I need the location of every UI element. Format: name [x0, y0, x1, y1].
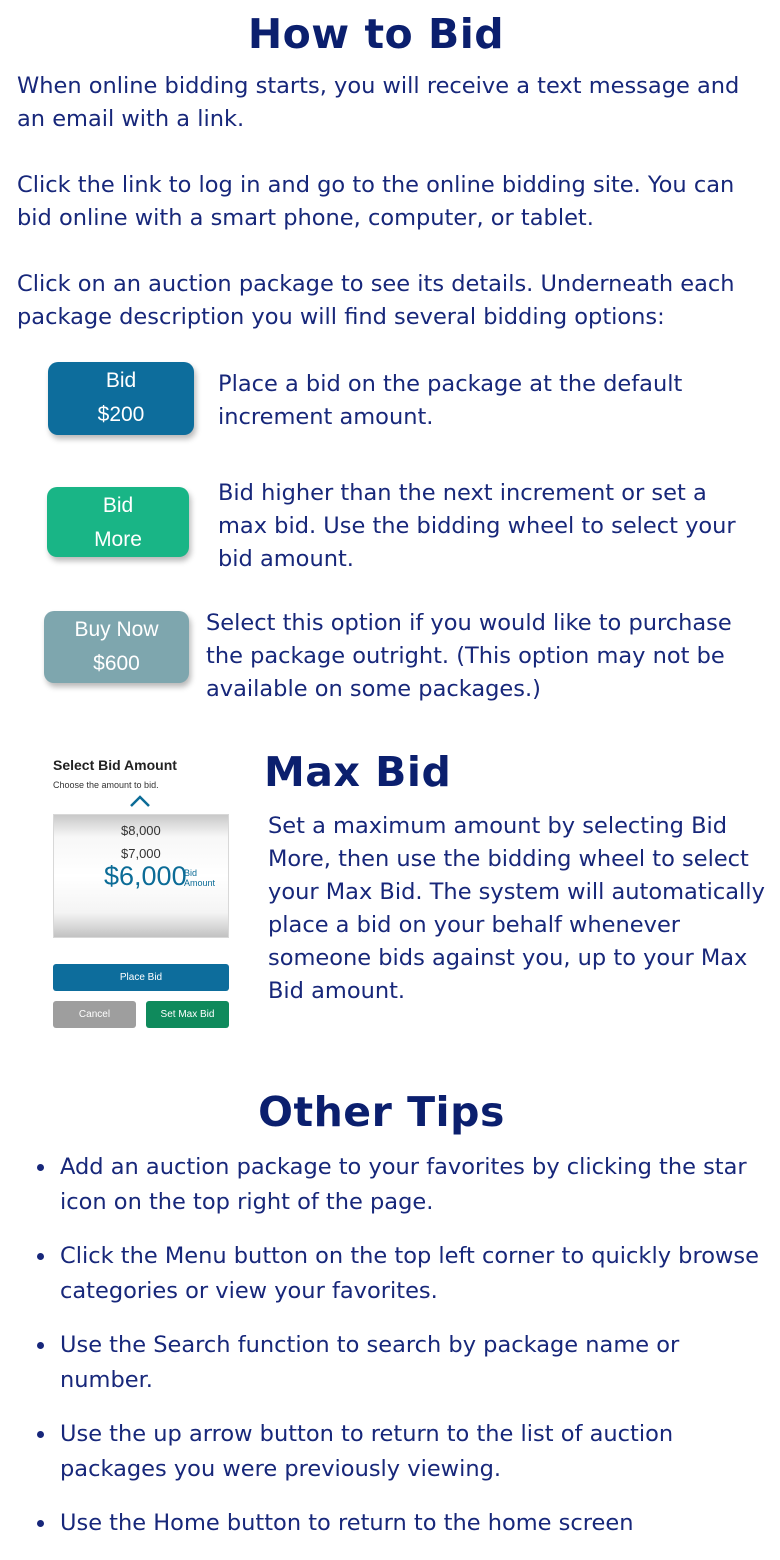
bid-more-description: Bid higher than the next increment or set a max bid. Use the bidding wheel to select your bid amount.	[218, 480, 736, 572]
bid-button-label: Bid	[105, 369, 137, 392]
buy-now-button-amount: $600	[93, 652, 140, 675]
bullet-icon	[37, 1431, 44, 1438]
intro-paragraph-2: Click the link to log in and go to the online bidding site. You can bid online with a smart phone, computer, or tablet.	[17, 172, 735, 231]
cancel-button: Cancel	[53, 1001, 136, 1028]
bid-button-example	[48, 362, 194, 435]
other-tips-heading: Other Tips	[258, 1088, 505, 1136]
list-item	[60, 1239, 760, 1309]
chevron-up-icon	[129, 794, 151, 808]
phone-bid-wheel-screenshot	[43, 745, 237, 1035]
max-bid-text: Set a maximum amount by selecting Bid More, then use the bidding wheel to select your Max Bid. The system will automatically place a bid on your behalf whenever someone bids against you, up to your Max Bid amount.	[268, 813, 765, 1004]
tip-text: Use the Home button to return to the home screen	[60, 1510, 634, 1536]
bullet-icon	[37, 1164, 44, 1171]
select-bid-amount-title: Select Bid Amount	[53, 757, 177, 773]
intro-paragraph-1: When online bidding starts, you will receive a text message and an email with a link.	[17, 73, 740, 132]
bullet-icon	[37, 1342, 44, 1349]
wheel-label-line-1: Bid	[184, 868, 198, 878]
bid-wheel	[53, 814, 229, 938]
list-item	[60, 1150, 760, 1220]
bid-more-button-label-2: More	[94, 528, 142, 551]
wheel-value-2: $7,000	[121, 846, 161, 861]
wheel-label-line-2: Amount	[184, 878, 216, 888]
tip-text: Use the Search function to search by package name or number.	[60, 1332, 680, 1393]
max-bid-heading: Max Bid	[264, 748, 452, 796]
tip-text: Add an auction package to your favorites by clicking the star icon on the top right of the page.	[60, 1154, 747, 1215]
place-bid-button: Place Bid	[53, 964, 229, 991]
page-title: How to Bid	[247, 10, 505, 58]
tips-list	[60, 1150, 760, 1560]
list-item	[60, 1328, 760, 1398]
list-item	[60, 1506, 760, 1541]
buy-now-description: Select this option if you would like to purchase the package outright. (This option may not be available on some packages.)	[206, 610, 732, 702]
buy-now-button-label: Buy Now	[74, 618, 159, 641]
bid-more-button-example	[47, 487, 189, 557]
bid-button-amount: $200	[97, 403, 145, 426]
bid-description: Place a bid on the package at the default increment amount.	[218, 371, 683, 430]
intro-paragraph-3: Click on an auction package to see its details. Underneath each package description you will find several bidding options:	[17, 271, 735, 330]
set-max-bid-button: Set Max Bid	[146, 1001, 229, 1028]
wheel-selected-value: $6,000	[104, 861, 187, 891]
bullet-icon	[37, 1253, 44, 1260]
list-item	[60, 1417, 760, 1487]
bid-more-button-label-1: Bid	[102, 494, 134, 517]
wheel-value-1: $8,000	[121, 823, 161, 838]
tip-text: Use the up arrow button to return to the list of auction packages you were previously viewing.	[60, 1421, 674, 1482]
select-bid-amount-subtitle: Choose the amount to bid.	[53, 780, 159, 790]
wheel-selected-label	[184, 868, 215, 888]
buy-now-button-example	[44, 611, 189, 683]
tip-text: Click the Menu button on the top left corner to quickly browse categories or view your favorites.	[60, 1243, 759, 1304]
bullet-icon	[37, 1520, 44, 1527]
